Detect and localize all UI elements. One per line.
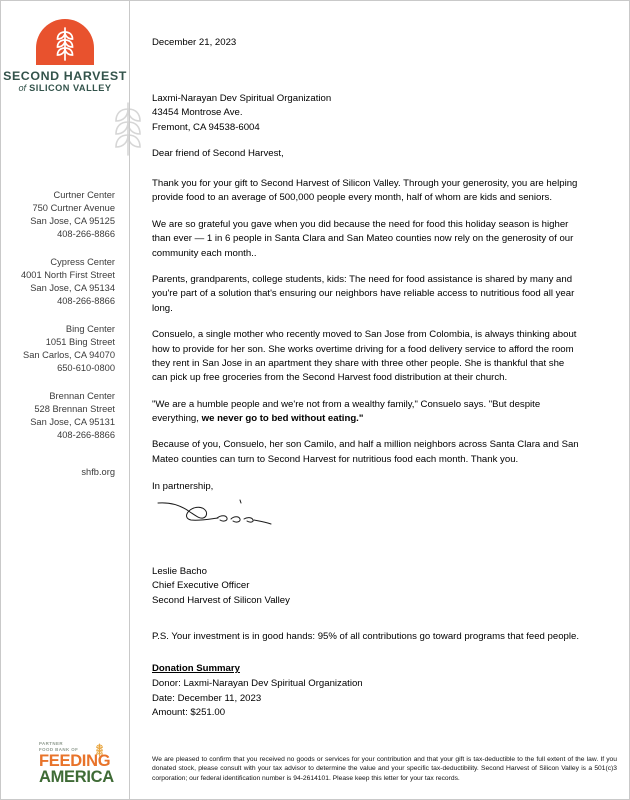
location-street: 750 Curtner Avenue (32, 203, 115, 214)
donation-summary (152, 662, 363, 721)
location-phone: 408-266-8866 (57, 229, 115, 240)
list-item (3, 189, 115, 241)
signer-name: Leslie Bacho (152, 566, 207, 577)
signer-block (152, 565, 290, 608)
signer-organization: Second Harvest of Silicon Valley (152, 594, 290, 606)
quote-text: "We are a humble people and we're not from a wealthy family," Consuelo says. "But despite everything, (152, 398, 541, 425)
paragraph: Thank you for your gift to Second Harvest of Silicon Valley. Through your generosity, you are helping provide food to an average of 500,000 people every month, half of whom are kids and seniors. (152, 178, 578, 204)
org-name-of: of (18, 83, 27, 94)
signer-title: Chief Executive Officer (152, 580, 250, 592)
location-citystate: San Carlos, CA 94070 (23, 350, 115, 361)
salutation: Dear friend of Second Harvest, (152, 148, 284, 159)
location-phone: 650-610-0800 (57, 363, 115, 374)
location-name: Cypress Center (50, 257, 115, 268)
location-name: Curtner Center (53, 190, 115, 200)
location-name: Bing Center (65, 324, 115, 335)
list-item (3, 323, 115, 375)
paragraph: Consuelo, a single mother who recently moved to San Jose from Colombia, is always thinking about how to provide for her son. She works overtime driving for a food delivery service to afford the room they rent in San Jose in an apartment they share with three other people. She is thankful that she can pick up free groceries from the Second Harvest food distribution at their church. (152, 329, 577, 384)
recipient-address (152, 92, 331, 135)
location-street: 1051 Bing Street (45, 337, 115, 348)
feeding-text: FEEDING (39, 751, 111, 770)
recipient-citystatezip: Fremont, CA 94538-6004 (152, 121, 260, 133)
wheat-watermark-icon (105, 101, 151, 157)
second-harvest-logo (1, 19, 129, 94)
list-item (3, 390, 115, 442)
closing-line: In partnership, (152, 481, 214, 492)
letter-paragraphs (152, 177, 580, 467)
location-phone: 408-266-8866 (57, 430, 115, 441)
date-value: December 11, 2023 (177, 692, 262, 704)
org-name-line1: SECOND HARVEST (3, 69, 127, 83)
location-phone: 408-266-8866 (57, 296, 115, 307)
postscript: P.S. Your investment is in good hands: 95% of all contributions go toward programs that feed people. (152, 631, 580, 642)
donation-amount-row (152, 706, 363, 720)
sidebar (1, 1, 129, 799)
letter-body (152, 1, 592, 799)
location-citystate: San Jose, CA 95131 (30, 417, 115, 428)
location-citystate: San Jose, CA 95134 (30, 283, 115, 294)
partner-label: PARTNER (39, 741, 64, 746)
location-name: Brennan Center (49, 391, 115, 402)
list-item (3, 256, 115, 308)
paragraph: Parents, grandparents, college students, kids: The need for food assistance is shared by many and you're part of a solution that's ensuring our neighbors have reliable access to nutritious food all year long. (152, 273, 575, 314)
foodbank-label: FOOD BANK OF (39, 746, 79, 752)
feeding-america-logo (39, 741, 125, 785)
wheat-dome-icon (36, 19, 94, 66)
date-label: Date: (152, 692, 175, 704)
org-name-region: SILICON VALLEY (29, 83, 112, 94)
amount-value: $251.00 (190, 707, 226, 719)
handwritten-signature (155, 494, 275, 530)
donation-date-row (152, 692, 363, 706)
second-harvest-wordmark (1, 70, 129, 94)
location-street: 528 Brennan Street (34, 404, 115, 415)
quote-emphasis: we never go to bed without eating." (201, 413, 364, 425)
donor-value: Laxmi-Narayan Dev Spiritual Organization (183, 678, 363, 690)
location-street: 4001 North First Street (20, 270, 115, 281)
paragraph: We are so grateful you gave when you did because the need for food this holiday season is higher than ever — 1 in 6 people in Santa Clara and San Mateo counties now rely on the generosity of our community each month.. (152, 218, 574, 259)
donor-label: Donor: (152, 678, 181, 690)
donation-donor-row (152, 677, 363, 691)
wheat-stalk-icon (95, 743, 104, 757)
feeding-america-row (39, 753, 125, 768)
website-link[interactable]: shfb.org (81, 467, 115, 477)
vertical-divider (129, 1, 130, 799)
tax-disclaimer: We are pleased to confirm that you received no goods or services for your contribution and that your gift is tax-deductible to the full extent of the law. If you donated stock, please consult with your tax advisor to determine the value and your specific tax-deductibility. Second Harvest of Silicon Valley is a 501(c)3 corporation; our federal identification number is 94-2614101. Please keep this letter for your tax records. (152, 756, 617, 782)
america-text: AMERICA (39, 767, 114, 786)
closing-paragraph: Because of you, Consuelo, her son Camilo, and half a million neighbors across Santa Clara and San Mateo counties can turn to Second Harvest for nutritious food each month. Thank you. (152, 439, 579, 465)
amount-label: Amount: (152, 707, 188, 719)
recipient-street: 43454 Montrose Ave. (152, 107, 243, 119)
letter-date: December 21, 2023 (152, 37, 237, 48)
org-name-line2 (1, 84, 129, 94)
location-list (3, 189, 115, 457)
location-citystate: San Jose, CA 95125 (30, 216, 115, 227)
recipient-organization: Laxmi-Narayan Dev Spiritual Organization (152, 93, 332, 104)
donation-summary-title: Donation Summary (152, 663, 240, 674)
quote-paragraph (152, 398, 580, 427)
